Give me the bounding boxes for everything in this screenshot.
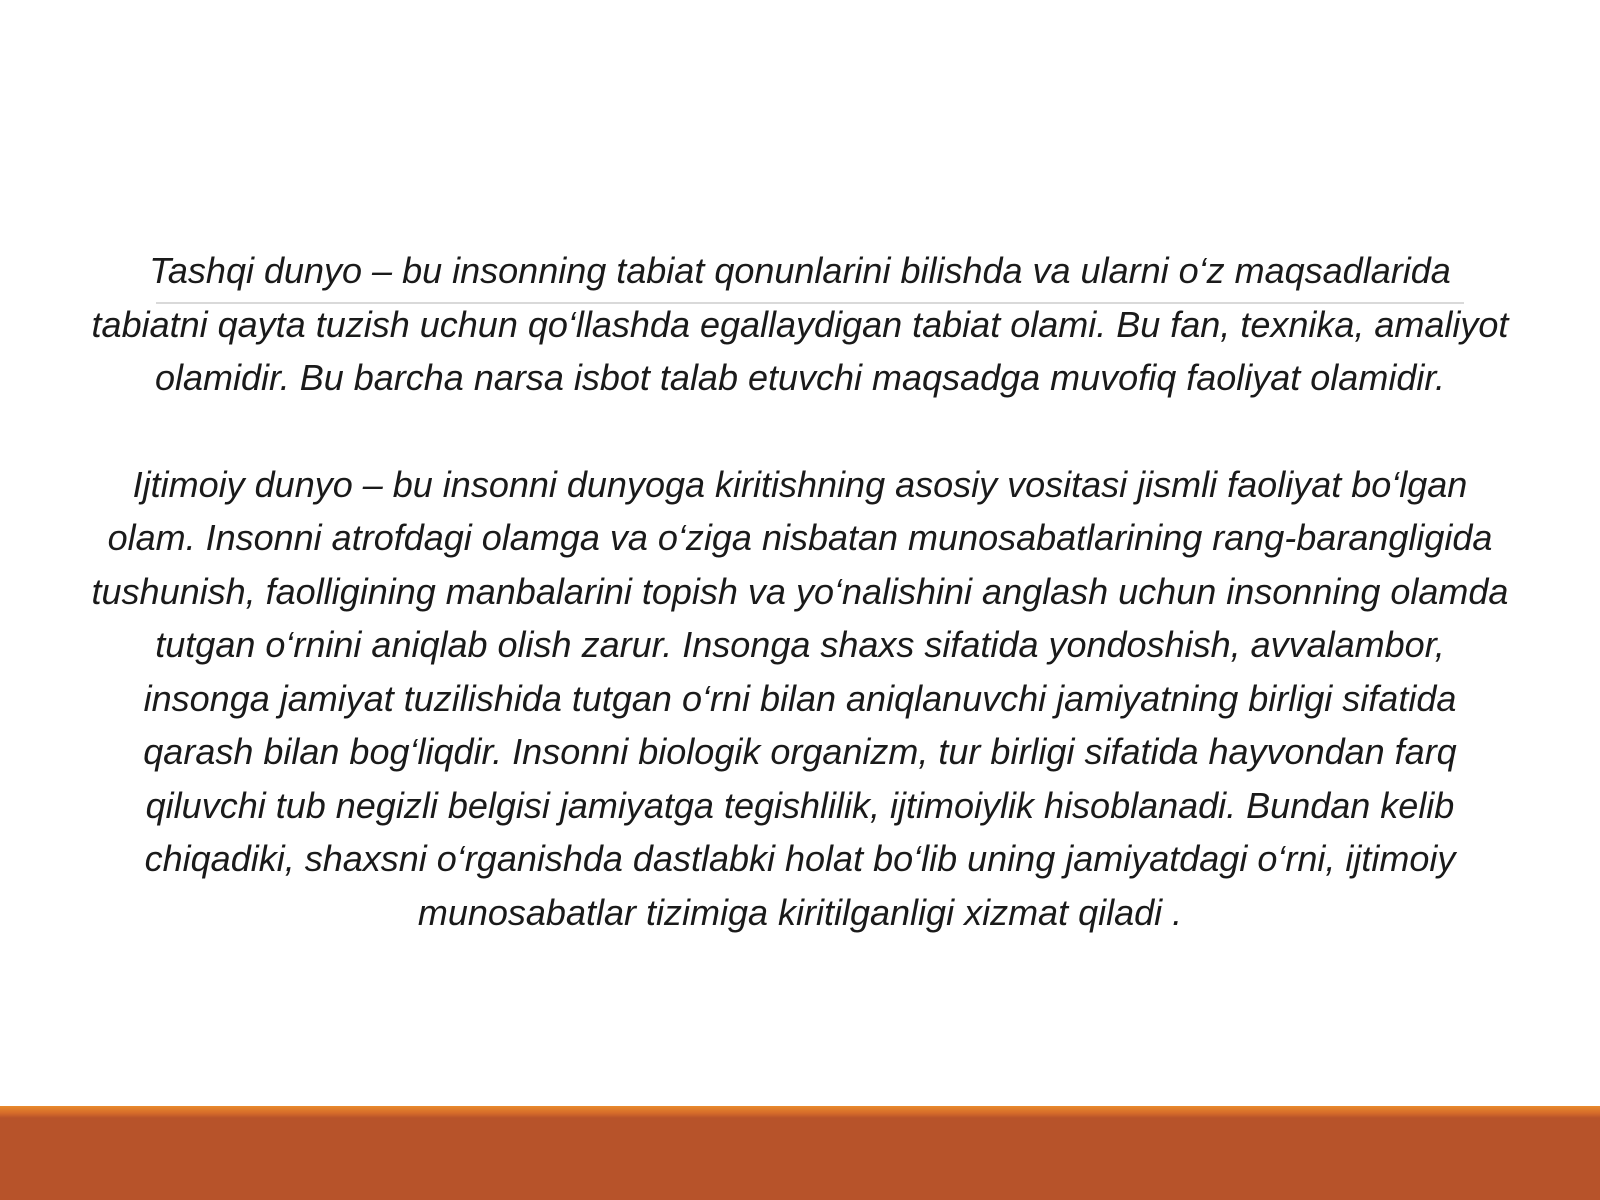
paragraph-spacer <box>88 405 1512 458</box>
paragraph-tashqi-dunyo: Tashqi dunyo – bu insonning tabiat qonunlarini bilishda va ularni o‘z maqsadlarida tabiatni qayta tuzish uchun qo‘llashda egallaydigan tabiat olami. Bu fan, texnika, amaliyot olamidir. Bu barcha narsa isbot talab etuvchi maqsadga muvofiq faoliyat olamidir. <box>91 250 1509 398</box>
footer-band <box>0 1106 1600 1200</box>
paragraph-ijtimoiy-dunyo: Ijtimoiy dunyo – bu insonni dunyoga kiritishning asosiy vositasi jismli faoliyat bo‘lgan olam. Insonni atrofdagi olamga va o‘ziga nisbatan munosabatlarining rang-barangligida tushunish, faolligining manbalarini topish va yo‘nalishini anglash uchun insonning olamda tutgan o‘rnini aniqlab olish zarur. Insonga shaxs sifatida yondoshish, avvalambor, insonga jamiyat tuzilishida tutgan o‘rni bilan aniqlanuvchi jamiyatning birligi sifatida qarash bilan bog‘liqdir. Insonni biologik organizm, tur birligi sifatida hayvondan farq qiluvchi tub negizli belgisi jamiyatga tegishlilik, ijtimoiylik hisoblanadi. Bundan kelib chiqadiki, shaxsni o‘rganishda dastlabki holat bo‘lib uning jamiyatdagi o‘rni, ijtimoiy munosabatlar tizimiga kiritilganligi xizmat qiladi . <box>91 463 1509 933</box>
footer-accent-edge <box>0 1106 1600 1118</box>
slide-body <box>88 244 1512 939</box>
